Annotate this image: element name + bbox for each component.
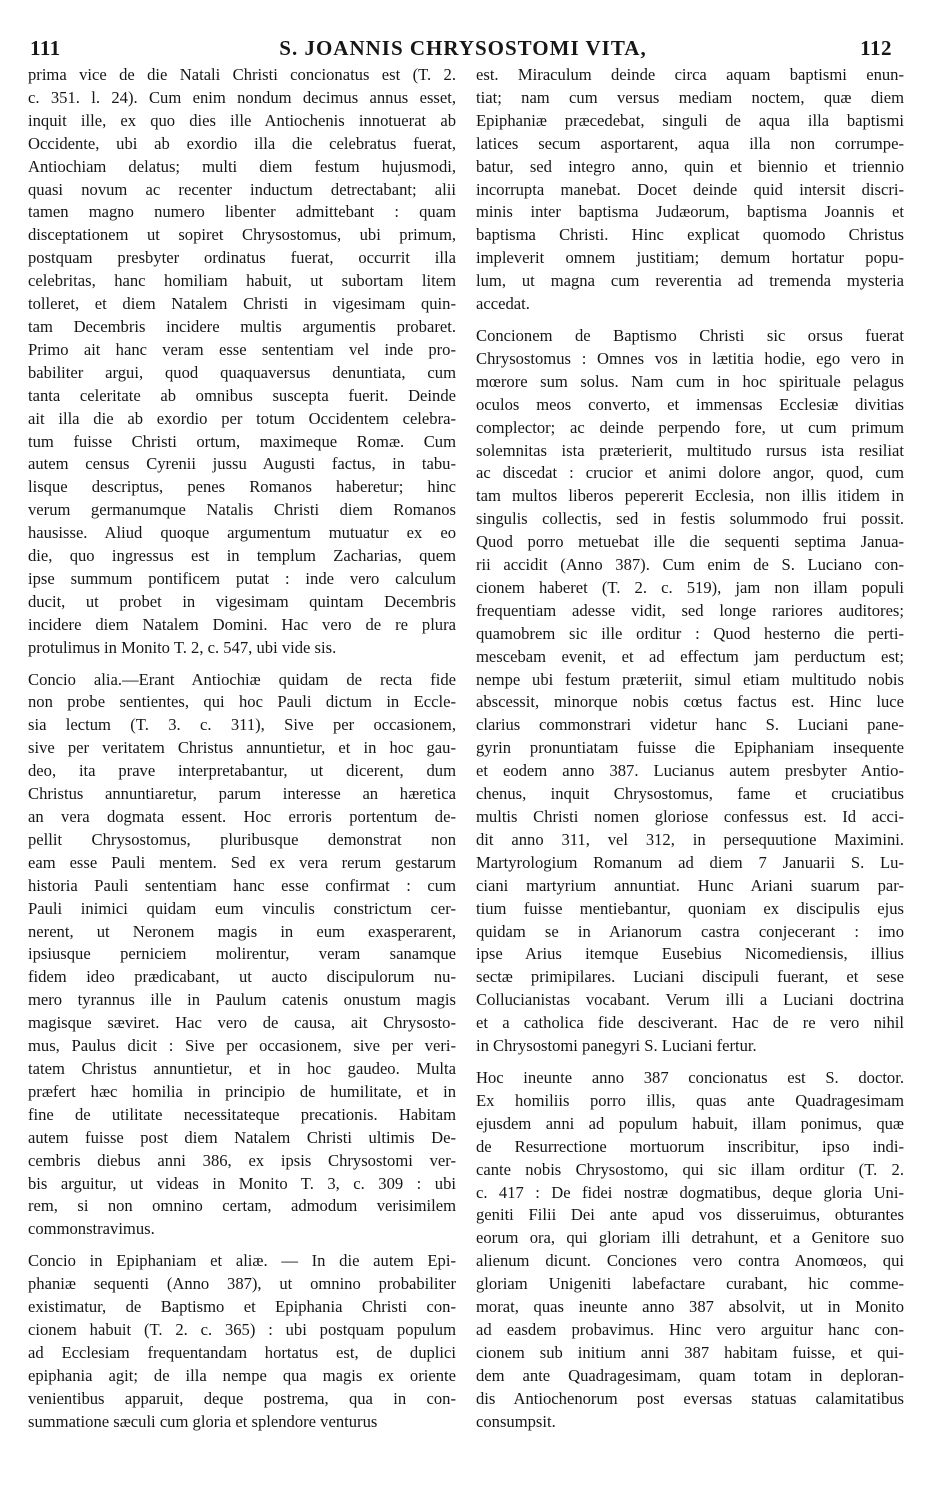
paragraph [476,64,904,316]
paragraph [28,64,456,660]
page-number-left: 111 [30,36,61,60]
text-line: ipse summum pontificem putat : inde vero calculum [28,568,456,588]
paragraph-gap [476,316,904,325]
text-line: disceptationem ut sopiret Chrysostomus, ubi primum, [28,225,456,245]
text-line: baptisma Christi. Hinc explicat quomodo Christus [476,225,904,245]
text-line: eorum ora, qui gloriam illi detrahunt, et a Genitore suo [476,1228,904,1248]
text-line: Quod porro metuebat ille die sequenti septima Janua- [476,532,904,552]
text-line: Primo ait hanc veram esse sententiam vel inde pro- [28,339,456,359]
text-line: ducit, ut probet in vigesimam quintam Decembris [28,591,456,611]
text-line: Occidente, ubi ab exordio illa die celebratus fuerat, [28,133,456,153]
text-line: tatem Christus annuntietur, et in hoc gaudeo. Multa [28,1058,456,1078]
text-line: accedat. [476,294,530,314]
right-column [476,64,904,1433]
text-line: c. 417 : De fidei nostræ dogmatibus, deque gloria Uni- [476,1182,904,1202]
text-line: cionem habuit (T. 2. c. 365) : ubi postquam populum [28,1319,456,1339]
text-line: et eodem anno 387. Lucianus autem presbyter Antio- [476,761,904,781]
text-line: gyrin pronuntiatam fuisse die Epiphaniam insequente [476,738,904,758]
text-line: lum, ut magna cum reverentia ad tremenda mysteria [476,271,904,291]
text-line: tum fuisse Christi ortum, maximeque Romæ. Cum [28,431,456,451]
text-line: venientibus apparuit, deque postrema, qua in con- [28,1388,456,1408]
text-line: Pauli inimici quidam eum vinculis constrictum cer- [28,898,456,918]
text-line: cembris diebus anni 386, ex ipsis Chrysostomi ver- [28,1150,456,1170]
paragraph-gap [476,1058,904,1067]
paragraph [28,669,456,1242]
paragraph [476,325,904,1058]
text-line: prima vice de die Natali Christi concionatus est (T. 2. [28,65,456,84]
text-line: quasi novum ac recenter inductum detrectabant; alii [28,179,456,199]
text-line: chenus, inquit Chrysostomus, fame et cruciatibus [476,784,904,804]
text-line: minis inter baptisma Judæorum, baptisma Joannis et [476,202,904,222]
text-line: nerent, ut Neronem magis in eum exasperarent, [28,921,456,941]
text-line: deo, ita prave interpretabantur, ut dicerent, dum [28,761,456,781]
text-line: complector; ac deinde perpendo fore, ut cum primum [476,417,904,437]
text-line: rem, si non omnino certam, admodum verisimilem [28,1196,456,1216]
text-line: die, quo ingressus est in templum Zacharias, quem [28,546,456,566]
text-line: inquit ille, ex quo dies ille Antiochenis innotuerat ab [28,110,456,130]
page-number-right: 112 [860,36,892,60]
text-line: Ex homiliis porro illis, quas ante Quadragesimam [476,1090,904,1110]
text-line: quamobrem sic ille orditur : Quod hesterno die perti- [476,623,904,643]
text-line: ac discedat : crucior et animi dolore angor, quod, cum [476,463,904,483]
text-line: gloriam Unigeniti labefactare curabant, hic comme- [476,1274,904,1294]
text-line: clarius commonstrari videtur hanc S. Luciani pane- [476,715,904,735]
running-title: S. JOANNIS CHRYSOSTOMI VITA, [279,36,647,60]
text-line: tanta celeritate ab omnibus suscepta fuerit. Deinde [28,385,456,405]
text-line: solemnitas ista præterierit, multitudo rursus ista resiliat [476,440,904,460]
text-line: existimatur, de Baptismo et Epiphania Christi con- [28,1297,456,1317]
text-line: pellit Chrysostomus, pluribusque demonstrat non [28,829,456,849]
text-line: Hoc ineunte anno 387 concionatus est S. doctor. [476,1067,904,1087]
text-line: ad easdem probavimus. Hinc vero arguitur hanc con- [476,1319,904,1339]
text-line: phaniæ sequenti (Anno 387), ut omnino probabiliter [28,1274,456,1294]
text-line: alienum dicunt. Conciones vero contra Anomœos, qui [476,1251,904,1271]
text-line: Christus annuntiaretur, parum interesse an hæretica [28,784,456,804]
text-line: postquam presbyter ordinatus fuerat, occurrit illa [28,248,456,268]
text-line: mœrore sum solus. Nam cum in hoc spirituale pelagus [476,371,904,391]
text-line: lisque descriptus, penes Romanos haberetur; hinc [28,477,456,497]
paragraph [476,1067,904,1434]
text-line: tamen magno numero libenter admittebant : quam [28,202,456,222]
text-line: ad Ecclesiam frequentandam hortatus est, de duplici [28,1342,456,1362]
text-line: oculos meos converto, et immensas Ecclesiæ divitias [476,394,904,414]
text-line: Concio alia.—Erant Antiochiæ quidam de recta fide [28,669,456,689]
text-line: mero tyrannus ille in Paulum catenis onustum magis [28,990,456,1010]
text-line: protulimus in Monito T. 2, c. 547, ubi vide sis. [28,637,337,657]
text-line: historia Pauli sententiam hanc esse confirmat : cum [28,875,456,895]
text-line: fidem ideo prædicabant, ut aucto discipulorum nu- [28,967,456,987]
text-line: mus, Paulus dicit : Sive per occasionem, sive per veri- [28,1036,456,1056]
text-line: singulis collectis, sed in festis solummodo frui possit. [476,509,904,529]
text-line: c. 351. l. 24). Cum enim nondum decimus annus esset, [28,87,456,107]
text-line: dit anno 311, vel 312, in persequutione Maximini. [476,829,904,849]
text-line: Collucianistas vocabant. Verum illi a Luciani doctrina [476,990,904,1010]
text-line: ciani martyrium annuntiat. Hunc Ariani suarum par- [476,875,904,895]
paragraph-gap [28,660,456,669]
text-line: impleverit omnem justitiam; demum hortatur popu- [476,248,904,268]
text-line: cante nobis Chrysostomo, qui sic illam orditur (T. 2. [476,1159,904,1179]
text-line: geniti Filii Dei ante apud vos disseruimus, obturantes [476,1205,904,1225]
text-line: frequentiam adesse vidit, sed longe rariores auditores; [476,600,904,620]
text-line: celebritas, hanc homiliam habuit, ut subortam litem [28,271,456,291]
text-line: tiat; nam cum versus mediam noctem, quæ diem [476,87,904,107]
text-line: commonstravimus. [28,1219,155,1239]
text-line: est. Miraculum deinde circa aquam baptismi enun- [476,65,904,84]
text-line: cionem haberet (T. 2. c. 519), jam non illam populi [476,577,904,597]
text-line: ejusdem anni ad populum habuit, illam ponimus, quæ [476,1113,904,1133]
text-line: eam esse Pauli mentem. Sed ex vera rerum gestarum [28,852,456,872]
text-line: tam Decembris incidere multis argumentis probaret. [28,316,456,336]
text-line: an vera dogmata essent. Hoc erroris portentum de- [28,807,456,826]
text-line: morat, quas ineunte anno 387 absolvit, ut in Monito [476,1297,904,1317]
text-line: Epiphaniæ præcedebat, singuli de aqua illa baptismi [476,110,904,130]
text-line: tam multos liberos pepererit Ecclesia, non illis itidem in [476,486,904,506]
text-line: verum germanumque Natalis Christi diem Romanos [28,500,456,520]
text-line: summatione sæculi cum gloria et splendore venturus [28,1411,378,1431]
text-line: Chrysostomus : Omnes vos in lætitia hodie, ego vero in [476,348,904,368]
text-line: quidam se in Arianorum castra conjecerant : imo [476,921,904,941]
text-line: cionem sub initium anni 387 habitam fuisse, et qui- [476,1342,904,1362]
text-line: dem ante Quadragesimam, quam totam in deploran- [476,1365,904,1385]
left-column [28,64,456,1433]
text-line: magisque sæviret. Hac vero de causa, ait Chrysosto- [28,1013,456,1033]
text-line: in Chrysostomi panegyri S. Luciani fertur. [476,1036,757,1056]
text-line: et a catholica fide desciverant. Hac de re vero nihil [476,1013,904,1033]
text-line: multis Christi nomen gloriose confessus est. Id acci- [476,807,904,826]
text-line: non probe sentientes, qui hoc Pauli dictum in Eccle- [28,692,456,712]
text-line: abscessit, minorque nobis cœtus factus est. Hinc luce [476,692,904,712]
text-line: batur, sed integro anno, quin et biennio et triennio [476,156,904,176]
text-line: Martyrologium Romanum ad diem 7 Januarii S. Lu- [476,852,904,872]
text-line: ipsiusque perniciem molirentur, veram sanamque [28,944,456,964]
text-line: sectæ primipilares. Luciani discipuli fuerant, et sese [476,967,904,987]
text-line: incorrupta manebat. Docet deinde quid intersit discri- [476,179,904,199]
text-line: Concio in Epiphaniam et aliæ. — In die autem Epi- [28,1251,456,1271]
text-line: babiliter argui, quod quaquaversus denuntiata, cum [28,362,456,382]
text-line: Concionem de Baptismo Christi sic orsus fuerat [476,325,904,345]
text-line: autem census Cyrenii jussu Augusti factus, in tabu- [28,454,456,474]
text-line: ipse Arius itemque Eusebius Nicomediensis, illius [476,944,904,964]
paragraph [28,1250,456,1433]
text-line: bis arguitur, ut videas in Monito T. 3, c. 309 : ubi [28,1173,456,1193]
text-line: rii accidit (Anno 387). Cum enim de S. Luciano con- [476,555,904,575]
text-line: mescebam evenit, et ad effectum jam perductum est; [476,646,904,666]
text-line: tolleret, et diem Natalem Christi in vigesimam quin- [28,294,456,314]
text-line: ait illa die ab exordio per totum Occidentem celebra- [28,408,456,428]
text-line: hausisse. Aliud quoque argumentum mutuatur ex eo [28,523,456,543]
text-line: sive per veritatem Christus annuntietur, et in hoc gau- [28,738,456,758]
text-line: incidere diem Natalem Domini. Hac vero de re plura [28,614,456,634]
text-line: Antiochiam delatus; multi diem festum hujusmodi, [28,156,456,176]
text-line: tium fuisse mentiebantur, quoniam ex discipulis ejus [476,898,904,918]
text-line: consumpsit. [476,1411,556,1431]
text-line: epiphania agit; de illa nempe qua magis ex oriente [28,1365,456,1385]
text-line: sia lectum (T. 3. c. 311), Sive per occasionem, [28,715,456,735]
text-line: nempe ubi festum præteriit, simul etiam multitudo nobis [476,669,904,689]
text-line: latices secum asportarent, aqua illa non corrumpe- [476,133,904,153]
text-line: dis Antiochenorum post eversas statuas calamitatibus [476,1388,904,1408]
text-line: fine de utilitate necessitateque precationis. Habitam [28,1104,456,1124]
text-line: præfert hæc homilia in principio de humilitate, et in [28,1081,456,1101]
text-line: de Resurrectione mortuorum inscribitur, ipso indi- [476,1136,904,1156]
text-line: autem fuisse post diem Natalem Christi ultimis De- [28,1127,456,1147]
paragraph-gap [28,1241,456,1250]
